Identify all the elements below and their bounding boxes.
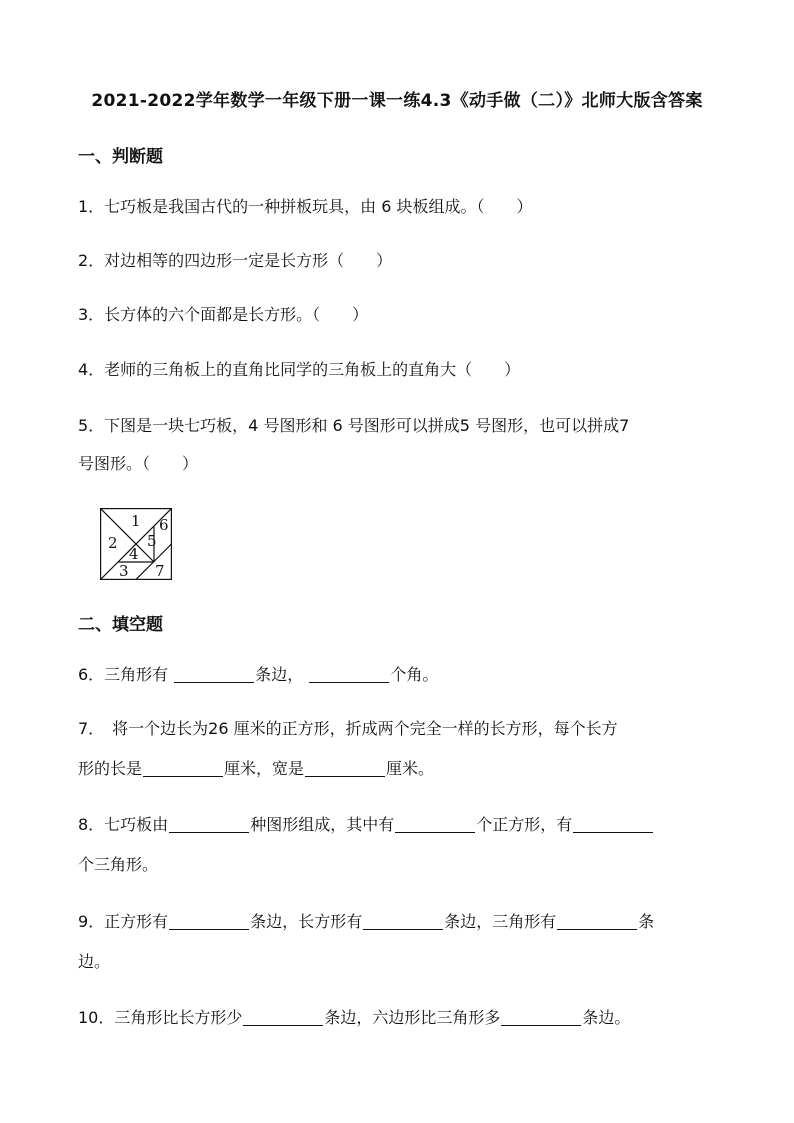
question-7-text-c: 厘米，宽是 [224,759,305,778]
question-9-text-b: 条边，长方形有 [250,912,363,931]
question-7-text-b: 形的长是 [78,759,143,778]
page-title: 2021-2022学年数学一年级下册一课一练4.3《动手做（二）》北师大版含答案 [91,91,703,111]
question-9 [78,900,714,984]
question-10-text-b: 条边，六边形比三角形多 [324,1008,501,1027]
question-3 [78,293,714,337]
answer-blank[interactable] [169,814,249,833]
question-9-text-c: 条边，三角形有 [444,912,557,931]
question-8-text-d: 个三角形。 [78,855,159,874]
answer-blank[interactable] [243,1007,323,1026]
answer-blank[interactable] [557,911,637,930]
question-2-text: 2．对边相等的四边形一定是长方形（ ） [78,251,393,270]
question-8-text-b: 种图形组成，其中有 [250,815,395,834]
answer-blank[interactable] [305,758,385,777]
question-4-text: 4．老师的三角板上的直角比同学的三角板上的直角大（ ） [78,360,521,379]
question-1 [78,185,714,229]
answer-blank[interactable] [573,814,653,833]
question-8 [78,803,714,887]
question-1-text: 1．七巧板是我国古代的一种拼板玩具，由 6 块板组成。（ ） [78,197,533,216]
tangram-label-5: 5 [147,532,157,550]
question-8-text-c: 个正方形，有 [476,815,573,834]
tangram-label-4: 4 [129,545,139,563]
tangram-label-7: 7 [155,562,165,580]
answer-blank[interactable] [309,664,389,683]
tangram-edge-lower-left [101,562,118,579]
tangram-label-1: 1 [131,512,141,530]
question-6-text-b: 条边， [255,665,309,684]
question-7-text-d: 厘米。 [386,759,435,778]
question-7 [78,707,714,791]
question-6-text-c: 个角。 [390,665,439,684]
question-7-line-1: 7． 将一个边长为26 厘米的正方形，折成两个完全一样的长方形，每个长方 [78,719,618,738]
answer-blank[interactable] [169,911,249,930]
question-10 [78,996,714,1040]
question-10-text-c: 条边。 [582,1008,631,1027]
answer-blank[interactable] [501,1007,581,1026]
section-judge-heading: 一、判断题 [78,147,163,167]
tangram-label-2: 2 [108,534,118,552]
answer-blank[interactable] [395,814,475,833]
question-10-text-a: 10．三角形比长方形少 [78,1008,243,1027]
question-8-text-a: 8．七巧板由 [78,815,169,834]
question-9-text-a: 9．正方形有 [78,912,169,931]
tangram-figure [100,508,172,580]
answer-blank[interactable] [363,911,443,930]
section-fill-heading: 二、填空题 [78,615,163,635]
question-6-text-a: 6．三角形有 [78,665,174,684]
answer-blank[interactable] [174,664,254,683]
question-3-text: 3．长方体的六个面都是长方形。（ ） [78,305,369,324]
question-6 [78,653,714,697]
question-5-line-1: 5．下图是一块七巧板，4 号图形和 6 号图形可以拼成5 号图形，也可以拼成7 [78,416,630,435]
question-2 [78,239,714,283]
tangram-label-3: 3 [119,562,129,580]
tangram-label-6: 6 [159,516,169,534]
answer-blank[interactable] [143,758,223,777]
question-5-line-2: 号图形。（ ） [78,454,199,473]
question-9-text-d: 条 [638,912,655,931]
question-5 [78,404,714,486]
question-4 [78,348,714,392]
question-9-text-e: 边。 [78,952,111,971]
